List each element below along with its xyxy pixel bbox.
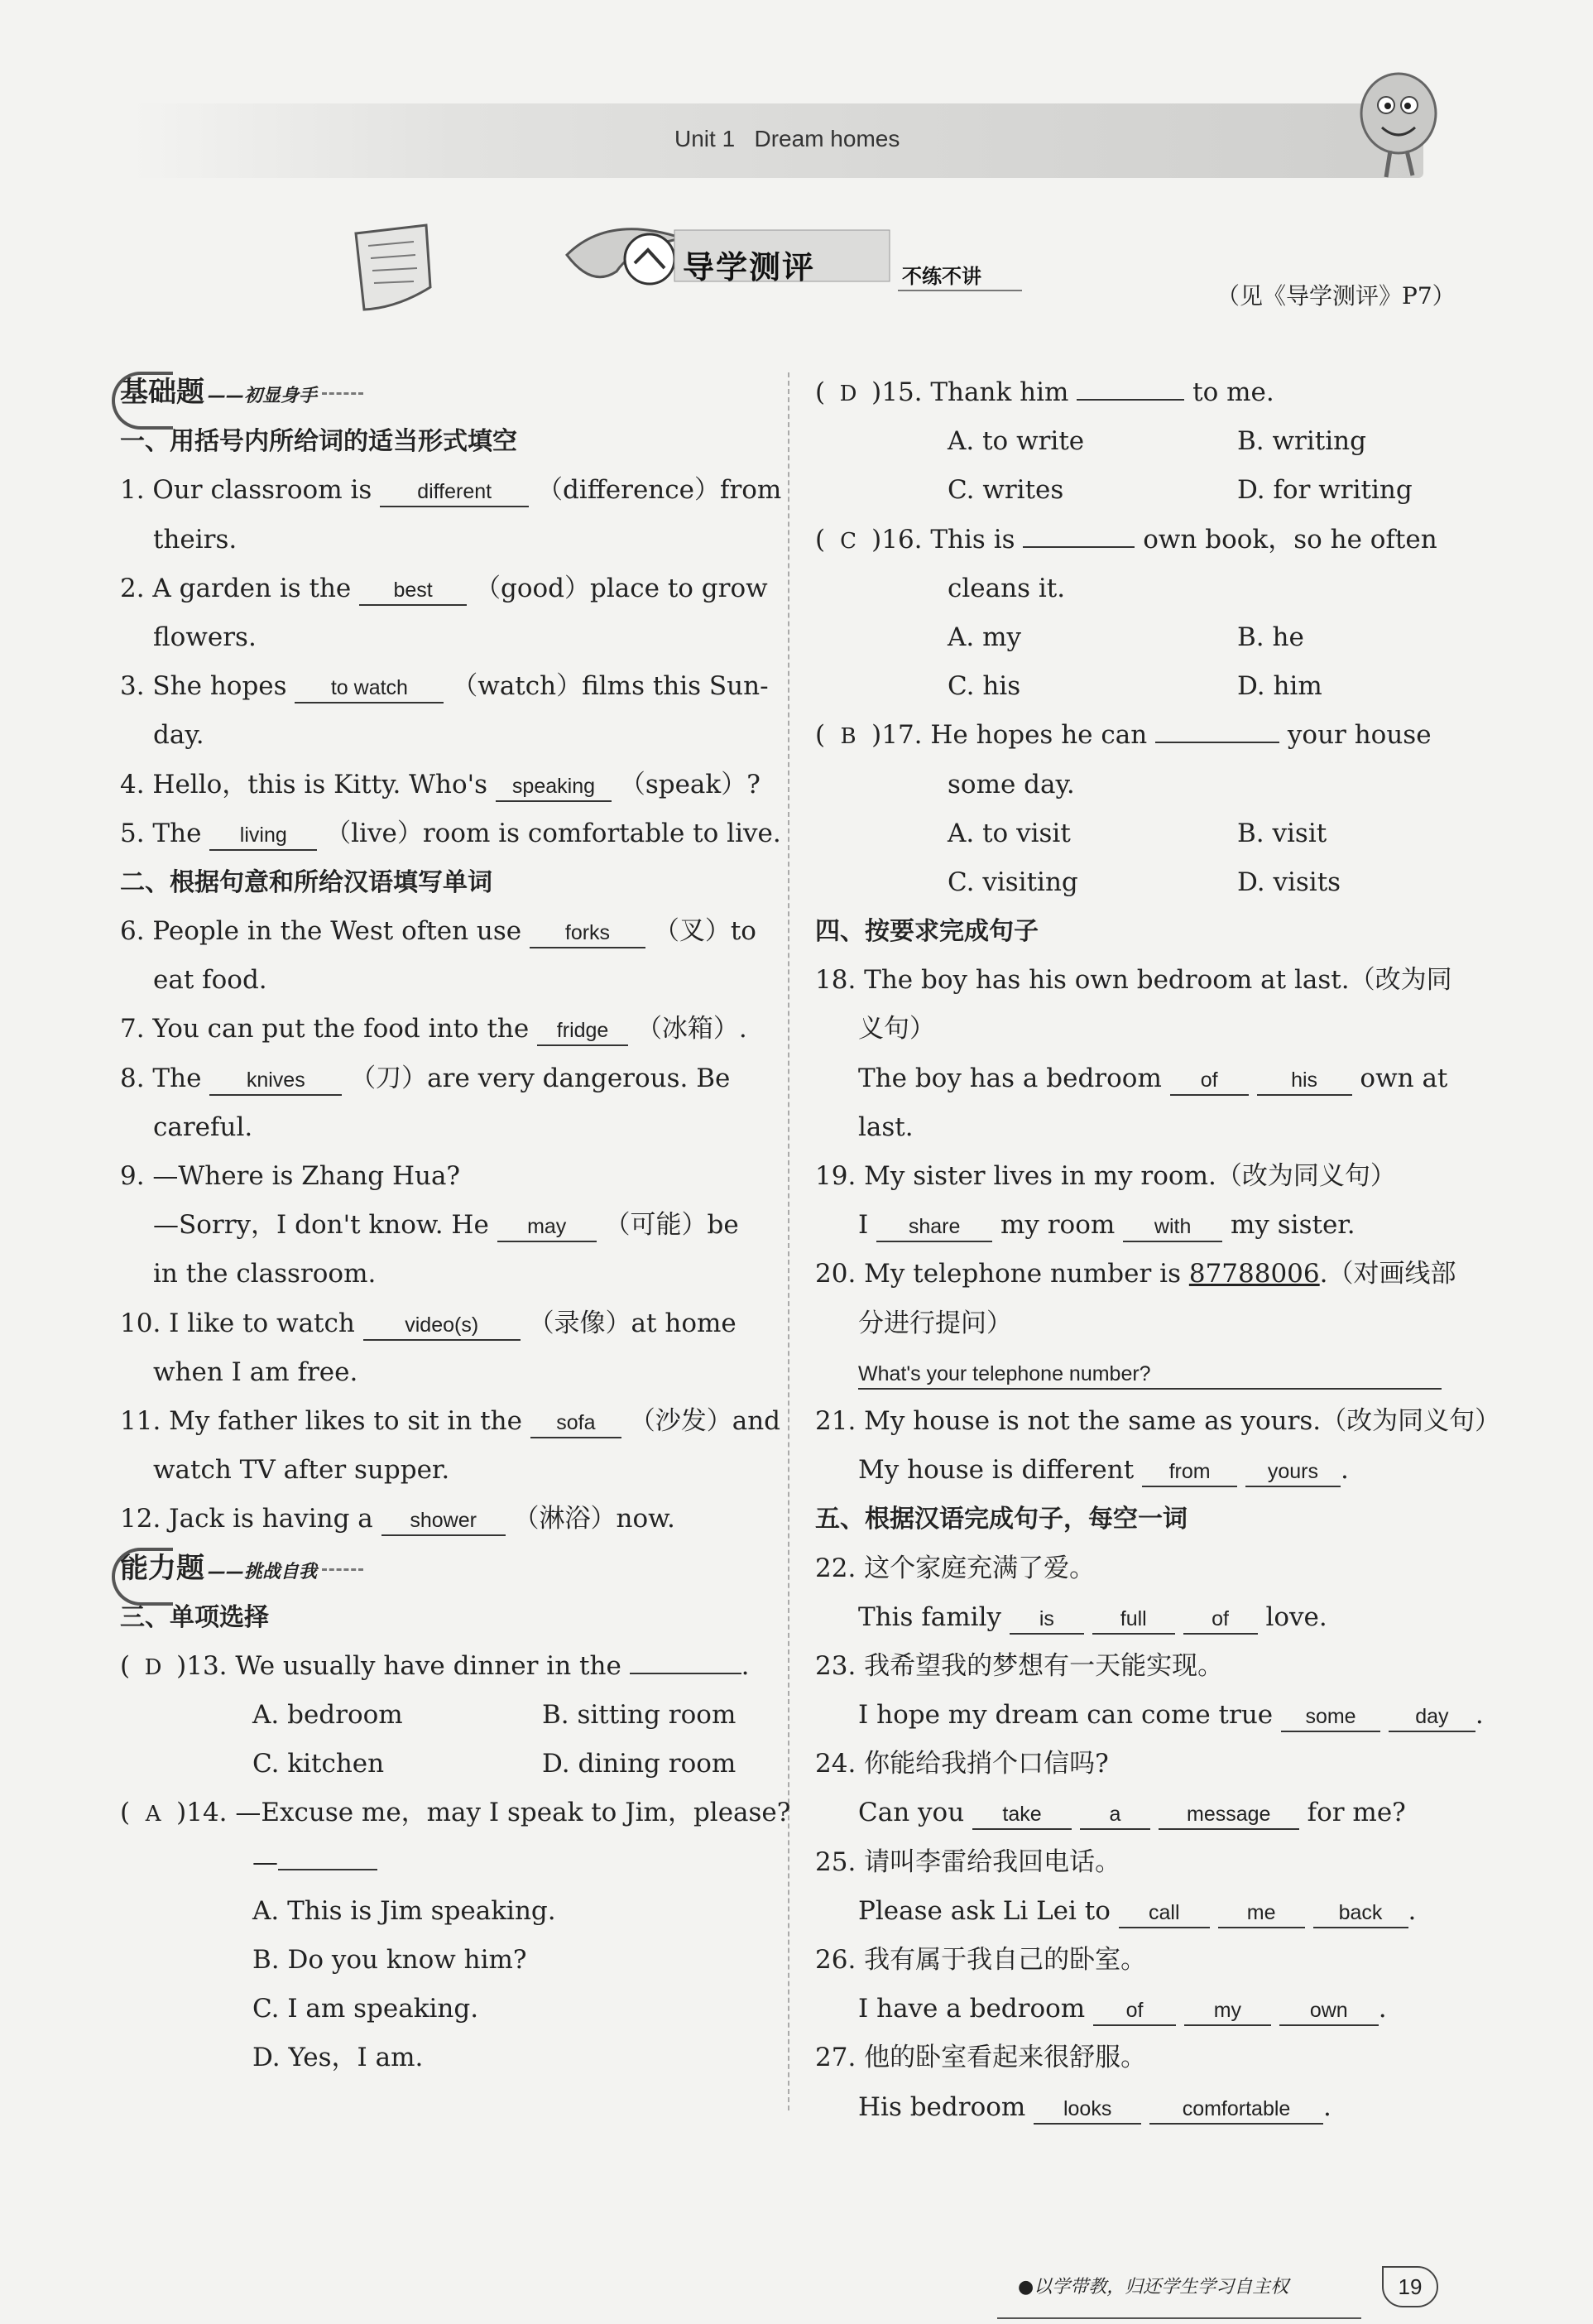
q22-answer-3[interactable]: of: [1183, 1605, 1258, 1635]
section-4-heading: 四、按要求完成句子: [815, 917, 1039, 947]
question-9: 9. —Where is Zhang Hua?: [120, 1161, 461, 1191]
question-16: ( C )16. This is own book，so he often: [815, 516, 1456, 564]
q18-text: The boy has a bedroom: [858, 1063, 1162, 1093]
q15-option-c: C. writes: [948, 475, 1064, 506]
q20-tail: .（对画线部: [1319, 1259, 1456, 1289]
q17-text: 17. He hopes he can: [881, 720, 1148, 751]
question-16-options-1: [815, 613, 1456, 662]
question-9-reply: [120, 1201, 765, 1250]
q16-option-b: B. he: [1237, 622, 1304, 652]
q22-answer-1[interactable]: is: [1010, 1605, 1084, 1635]
q26-answer-1[interactable]: of: [1093, 1996, 1176, 2026]
q15-option-d: D. for writing: [1237, 475, 1413, 506]
question-9-cont: in the classroom.: [153, 1259, 377, 1289]
q12-hint: （淋浴）now.: [513, 1504, 675, 1534]
question-12: [120, 1495, 765, 1544]
q15-option-a: A. to write: [948, 426, 1085, 457]
q6-answer[interactable]: forks: [530, 919, 645, 948]
q24-text: Can you: [858, 1798, 965, 1828]
q1-answer[interactable]: different: [380, 478, 529, 507]
unit-number: Unit 1: [674, 126, 736, 151]
mascot-icon: [1353, 68, 1444, 184]
q12-text: 12. Jack is having a: [120, 1504, 373, 1534]
q1-hint: （difference）from: [537, 475, 782, 506]
question-25: 25. 请叫李雷给我回电话。: [815, 1846, 1121, 1877]
q15-option-b: B. writing: [1237, 426, 1366, 457]
q15-answer[interactable]: D: [839, 382, 857, 406]
q23-text: I hope my dream can come true: [858, 1700, 1274, 1731]
question-3: [120, 662, 769, 711]
question-10: [120, 1299, 765, 1348]
question-13: ( D )13. We usually have dinner in the .: [120, 1642, 765, 1691]
q26-answer-3[interactable]: own: [1279, 1996, 1379, 2026]
q25-text: Please ask Li Lei to: [858, 1895, 1111, 1926]
banner-underline: [898, 290, 1022, 291]
question-17-cont: some day.: [948, 769, 1075, 799]
q24-answer-2[interactable]: a: [1080, 1800, 1150, 1830]
q27-answer-2[interactable]: comfortable: [1149, 2095, 1323, 2125]
q4-text: 4. Hello，this is Kitty. Who's: [120, 769, 488, 799]
unit-title: Dream homes: [754, 126, 900, 151]
q14-answer[interactable]: A: [145, 1802, 161, 1827]
q16-blank[interactable]: [1023, 546, 1135, 548]
basic-subtitle: ——初显身手: [208, 386, 318, 406]
q17-option-a: A. to visit: [948, 818, 1071, 848]
q17-option-b: B. visit: [1237, 818, 1327, 848]
ability-section-tag: [120, 1544, 765, 1593]
q19-text: I: [858, 1210, 869, 1241]
question-22-answer-row: [815, 1593, 1456, 1642]
question-16-options-2: [815, 662, 1456, 711]
question-24: 24. 你能给我捎个口信吗?: [815, 1749, 1109, 1779]
question-14-option-b: B. Do you know him?: [252, 1945, 527, 1975]
question-15-options-1: [815, 417, 1456, 466]
question-13-options-1: [120, 1691, 765, 1740]
q20-answer[interactable]: What's your telephone number?: [858, 1360, 1442, 1390]
q2-answer[interactable]: best: [359, 576, 467, 606]
question-20: [815, 1250, 1456, 1299]
footer-slogan: ●以学带教，归还学生学习自主权: [1018, 2277, 1289, 2298]
ability-title: 能力题: [120, 1551, 204, 1585]
q13-option-c: C. kitchen: [252, 1749, 385, 1779]
q9-hint: （可能）be: [604, 1210, 739, 1241]
q7-text: 7. You can put the food into the: [120, 1014, 530, 1044]
question-18-cont-2: last.: [858, 1112, 914, 1142]
q4-hint: （speak）?: [619, 769, 761, 799]
q26-text: I have a bedroom: [858, 1994, 1086, 2024]
question-14-option-a: A. This is Jim speaking.: [252, 1895, 556, 1926]
question-18-rewrite: [815, 1054, 1456, 1103]
question-26-answer-row: I have a bedroom of my own .: [815, 1985, 1456, 2034]
question-11: [120, 1397, 781, 1446]
q16-text: 16. This is: [881, 524, 1015, 555]
q20-text: 20. My telephone number is: [815, 1259, 1181, 1289]
q18-answer-1[interactable]: of: [1170, 1066, 1249, 1096]
question-15-options-2: [815, 466, 1456, 515]
question-13-options-2: [120, 1740, 765, 1789]
basic-title: 基础题: [120, 376, 204, 409]
q24-answer-3[interactable]: message: [1159, 1800, 1299, 1830]
q11-answer[interactable]: sofa: [530, 1409, 621, 1438]
q16-answer[interactable]: C: [840, 528, 857, 554]
question-18-cont: 义句）: [858, 1014, 935, 1044]
q7-hint: （冰箱）.: [636, 1014, 747, 1044]
right-column: [815, 368, 1501, 2132]
question-14-reply: —: [120, 1838, 765, 1887]
reference-note: （见《导学测评》P7）: [1216, 282, 1456, 310]
question-1-cont: theirs.: [153, 524, 238, 555]
q17-blank[interactable]: [1155, 742, 1279, 743]
question-17-options-1: [815, 809, 1456, 858]
q4-answer[interactable]: speaking: [496, 772, 612, 802]
q26-answer-2[interactable]: my: [1184, 1996, 1271, 2026]
q13-blank[interactable]: [630, 1673, 741, 1674]
question-14-option-c: C. I am speaking.: [252, 1994, 479, 2024]
q15-text: 15. Thank him: [881, 377, 1069, 407]
q5-text: 5. The: [120, 818, 202, 848]
q22-answer-2[interactable]: full: [1092, 1605, 1175, 1635]
q21-text: My house is different: [858, 1455, 1135, 1486]
q8-hint: （刀）are very dangerous. Be: [350, 1063, 731, 1093]
q27-answer-1[interactable]: looks: [1034, 2095, 1141, 2125]
q1-text: 1. Our classroom is: [120, 475, 372, 506]
ability-subtitle: ——挑战自我: [208, 1561, 318, 1582]
q6-text: 6. People in the West often use: [120, 916, 522, 947]
question-17: ( B )17. He hopes he can your house: [815, 711, 1456, 760]
question-27: 27. 他的卧室看起来很舒服。: [815, 2043, 1147, 2073]
q19-answer-1[interactable]: share: [876, 1212, 992, 1242]
question-11-cont: watch TV after supper.: [153, 1455, 450, 1486]
unit-heading: [674, 126, 900, 152]
question-2-cont: flowers.: [153, 622, 257, 652]
question-23-answer-row: I hope my dream can come true some day .: [815, 1691, 1456, 1740]
q8-answer[interactable]: knives: [209, 1066, 342, 1096]
question-3-cont: day.: [153, 720, 204, 751]
q24-tail: for me?: [1307, 1798, 1406, 1828]
q18-answer-2[interactable]: his: [1257, 1066, 1352, 1096]
q15-blank[interactable]: [1077, 399, 1184, 401]
question-21-rewrite: My house is different from yours .: [815, 1446, 1456, 1495]
q13-option-d: D. dining room: [542, 1749, 737, 1779]
question-6: [120, 907, 765, 956]
q7-answer[interactable]: fridge: [537, 1016, 628, 1046]
question-15: ( D )15. Thank him to me.: [815, 368, 1456, 417]
question-19: 19. My sister lives in my room.（改为同义句）: [815, 1161, 1396, 1191]
section-3-heading: 三、单项选择: [120, 1602, 269, 1632]
question-26: 26. 我有属于我自己的卧室。: [815, 1945, 1147, 1975]
q12-answer[interactable]: shower: [381, 1506, 506, 1536]
q13-option-a: A. bedroom: [252, 1700, 403, 1731]
q15-tail: to me.: [1192, 377, 1274, 407]
basic-section-tag: [120, 368, 765, 417]
q11-text: 11. My father likes to sit in the: [120, 1405, 522, 1436]
q16-option-a: A. my: [948, 622, 1022, 652]
banner-subtitle: 不练不讲: [902, 265, 981, 288]
page-number: 19: [1382, 2266, 1438, 2307]
q19-tail: my sister.: [1231, 1210, 1355, 1241]
q18-tail: own at: [1360, 1063, 1448, 1093]
stamp-icon: [339, 217, 439, 316]
q14-text: 14. —Excuse me，may I speak to Jim，please?: [186, 1798, 791, 1828]
section-5-heading: 五、根据汉语完成句子，每空一词: [815, 1505, 1188, 1534]
q8-text: 8. The: [120, 1063, 202, 1093]
q21-answer-2[interactable]: yours: [1245, 1457, 1341, 1487]
q17-option-d: D. visits: [1237, 867, 1341, 897]
q10-hint: （录像）at home: [528, 1308, 737, 1338]
q16-option-c: C. his: [948, 671, 1021, 702]
q22-text: This family: [858, 1601, 1002, 1632]
q19-mid: my room: [1000, 1210, 1116, 1241]
q27-text: His bedroom: [858, 2091, 1026, 2122]
q3-hint: （watch）films this Sun-: [452, 671, 769, 702]
question-27-answer-row: His bedroom looks comfortable .: [815, 2083, 1456, 2132]
q13-answer[interactable]: D: [144, 1654, 162, 1680]
q5-answer[interactable]: living: [209, 821, 317, 851]
question-8: [120, 1054, 765, 1103]
question-14: ( A )14. —Excuse me，may I speak to Jim，please?: [120, 1789, 765, 1837]
question-14-option-d: D. Yes，I am.: [252, 2043, 424, 2073]
q16-tail: own book，so he often: [1143, 524, 1437, 555]
q24-answer-1[interactable]: take: [972, 1800, 1072, 1830]
question-19-rewrite: [815, 1201, 1456, 1250]
q20-underlined-number: 87788006: [1188, 1259, 1320, 1289]
q23-answer-1[interactable]: some: [1281, 1702, 1380, 1732]
q9-answer[interactable]: may: [497, 1212, 597, 1242]
left-column: [120, 368, 791, 2083]
question-8-cont: careful.: [153, 1112, 253, 1142]
question-1: [120, 466, 782, 515]
question-18: 18. The boy has his own bedroom at last.（改为同: [815, 965, 1452, 996]
question-4: [120, 761, 765, 809]
q13-text: 13. We usually have dinner in the: [186, 1650, 621, 1681]
q17-tail: your house: [1287, 720, 1432, 751]
question-23: 23. 我希望我的梦想有一天能实现。: [815, 1650, 1224, 1681]
q23-answer-2[interactable]: day: [1389, 1702, 1475, 1732]
q2-text: 2. A garden is the: [120, 573, 352, 603]
question-20-answer-row: [815, 1348, 1456, 1397]
question-2: [120, 564, 768, 613]
question-25-answer-row: Please ask Li Lei to call me back .: [815, 1887, 1456, 1936]
q3-answer[interactable]: to watch: [295, 674, 444, 703]
section-2-heading: 二、根据句意和所给汉语填写单词: [120, 867, 492, 897]
q14-blank[interactable]: [278, 1869, 377, 1870]
q11-hint: （沙发）and: [629, 1405, 781, 1436]
q25-answer-2[interactable]: me: [1218, 1899, 1305, 1928]
question-6-cont: eat food.: [153, 965, 267, 996]
q13-option-b: B. sitting room: [542, 1700, 737, 1731]
q22-tail: love.: [1265, 1601, 1327, 1632]
question-17-options-2: [815, 858, 1456, 907]
question-22: 22. 这个家庭充满了爱。: [815, 1553, 1096, 1583]
section-1-heading: 一、用括号内所给词的适当形式填空: [120, 427, 517, 457]
question-21: 21. My house is not the same as yours.（改为同义句）: [815, 1405, 1501, 1436]
banner-title: 导学测评: [683, 249, 816, 286]
footer-line: [997, 2317, 1361, 2319]
question-24-answer-row: [815, 1789, 1456, 1837]
q16-option-d: D. him: [1237, 671, 1322, 702]
q19-answer-2[interactable]: with: [1123, 1212, 1222, 1242]
q2-hint: （good）place to grow: [475, 573, 768, 603]
question-10-cont: when I am free.: [153, 1356, 358, 1387]
q10-answer[interactable]: video(s): [363, 1311, 521, 1341]
question-7: [120, 1005, 765, 1054]
q3-text: 3. She hopes: [120, 671, 287, 702]
question-20-cont: 分进行提问）: [858, 1308, 1012, 1338]
q6-hint: （叉）to: [653, 916, 756, 947]
question-5: [120, 809, 781, 858]
q25-answer-3[interactable]: back: [1313, 1899, 1408, 1928]
q17-option-c: C. visiting: [948, 867, 1078, 897]
question-16-cont: cleans it.: [948, 573, 1066, 603]
q17-answer[interactable]: B: [840, 724, 856, 750]
q21-answer-1[interactable]: from: [1142, 1457, 1237, 1487]
q10-text: 10. I like to watch: [120, 1308, 355, 1338]
q9-text: —Sorry，I don't know. He: [153, 1210, 489, 1241]
q25-answer-1[interactable]: call: [1119, 1899, 1210, 1928]
column-divider: [788, 372, 789, 2110]
q5-hint: （live）room is comfortable to live.: [325, 818, 781, 848]
